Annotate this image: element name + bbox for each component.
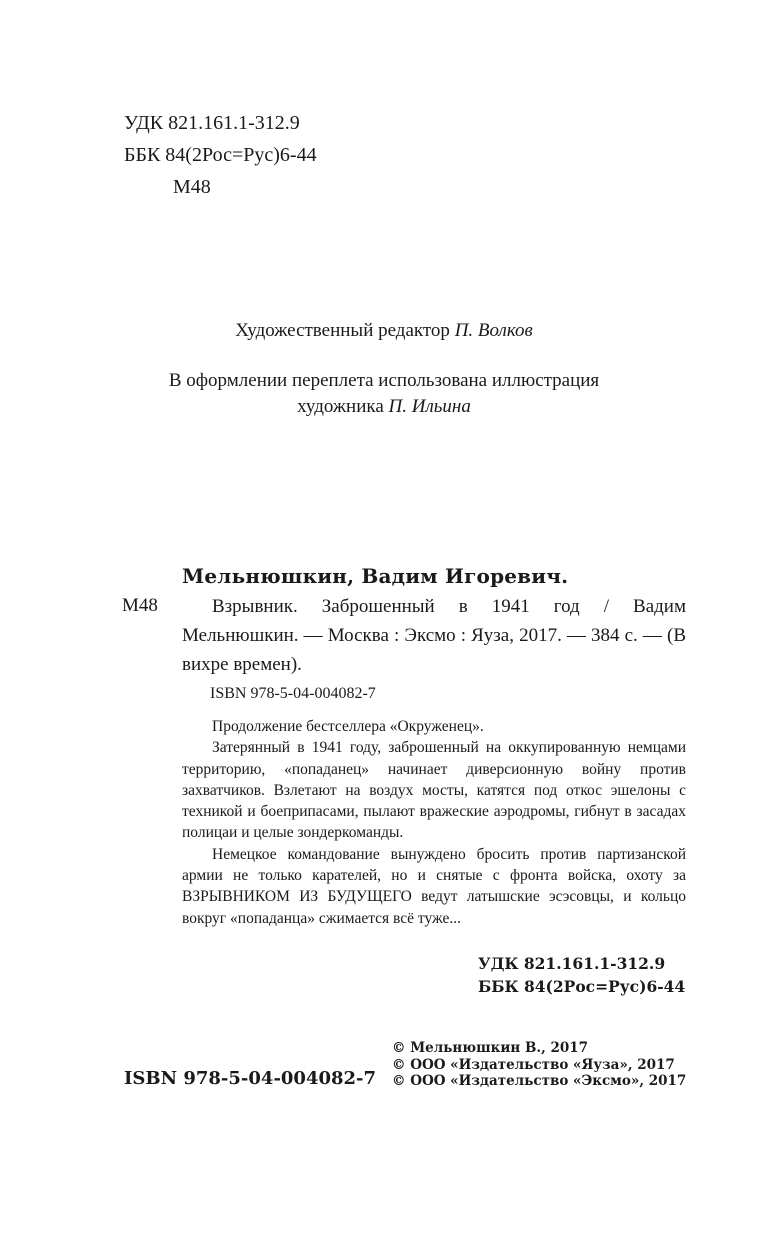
copyright-block <box>392 1040 686 1090</box>
annotation-paragraph-2: Затерянный в 1941 году, заброшенный на оккупированную немцами территорию, «попаданец» начинает диверсионную войну против захватчиков. Взлетают на воздух мосты, катятся под откос эшелоны с техникой и боеприпасами, пылают вражеские аэродромы, гибнут в засадах полицаи и целые зондеркоманды. <box>182 739 686 842</box>
author-mark: М48 <box>173 176 211 198</box>
annotation <box>182 716 686 929</box>
isbn-main: ISBN 978-5-04-004082-7 <box>124 1068 377 1089</box>
copyright-line-2: © ООО «Издательство «Яуза», 2017 <box>392 1056 675 1073</box>
cover-artist-name: П. Ильина <box>388 396 471 417</box>
annotation-paragraph-1: Продолжение бестселлера «Окруженец». <box>212 718 484 735</box>
udk-code: УДК 821.161.1-312.9 <box>124 112 300 134</box>
cover-credit-line1: В оформлении переплета использована иллюстрация <box>168 370 600 391</box>
footer-udk: УДК 821.161.1-312.9 <box>478 954 666 973</box>
cover-credit-line2 <box>0 394 768 420</box>
art-editor-label: Художественный редактор <box>235 320 455 341</box>
record-description-text: Взрывник. Заброшенный в 1941 год / Вадим Мельнюшкин. — Москва : Эксмо : Яуза, 2017. — 384 с. — (В вихре времен). <box>182 596 686 675</box>
copyright-line-1: © Мельнюшкин В., 2017 <box>392 1040 589 1056</box>
art-editor-credit <box>0 318 768 344</box>
art-editor-name: П. Волков <box>454 320 533 341</box>
record-author: Мельнюшкин, Вадим Игоревич. <box>182 564 569 588</box>
record-code: М48 <box>122 595 158 616</box>
record-isbn: ISBN 978-5-04-004082-7 <box>210 685 376 702</box>
record-description <box>182 592 686 679</box>
footer-codes <box>478 952 685 998</box>
annotation-paragraph-3: Немецкое командование вынуждено бросить против партизанской армии не только карателей, но и снятые с фронта войска, охоту за ВЗРЫВНИКОМ ИЗ БУДУЩЕГО ведут латышские эсэсовцы, и кольцо вокруг «попаданца» сжимается всё туже... <box>182 845 686 927</box>
cover-artist-label: художника <box>297 396 389 417</box>
footer-bbk: ББК 84(2Рос=Рус)6-44 <box>478 977 686 996</box>
copyright-line-3: © ООО «Издательство «Эксмо», 2017 <box>392 1073 687 1089</box>
bbk-code: ББК 84(2Рос=Рус)6-44 <box>124 144 317 166</box>
